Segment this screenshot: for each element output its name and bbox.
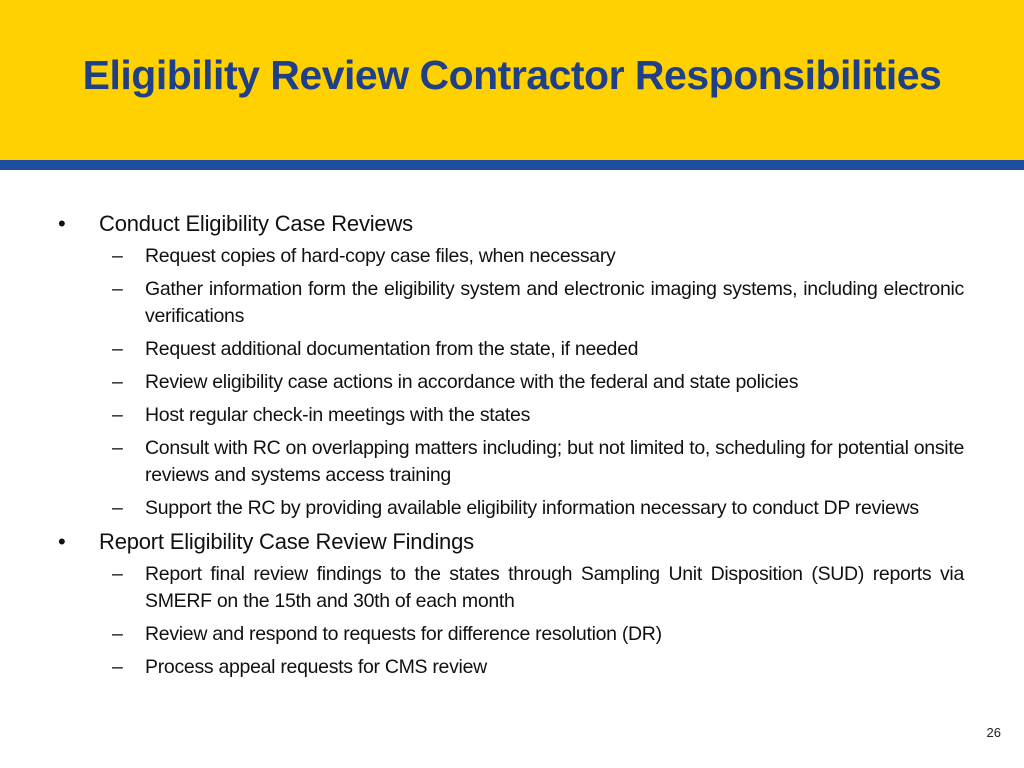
bullet-heading: Report Eligibility Case Review Findings bbox=[99, 529, 474, 554]
sub-item-text: Support the RC by providing available eligibility information necessary to conduct DP reviews bbox=[145, 497, 919, 519]
sub-item-text: Process appeal requests for CMS review bbox=[145, 656, 487, 678]
dash-icon: – bbox=[112, 497, 123, 519]
dash-icon: – bbox=[112, 278, 123, 300]
sub-item bbox=[58, 402, 964, 429]
sub-item-text: Review eligibility case actions in accordance with the federal and state policies bbox=[145, 371, 799, 393]
sub-item-text: Host regular check-in meetings with the states bbox=[145, 404, 531, 426]
dash-icon: – bbox=[112, 563, 123, 585]
dash-icon: – bbox=[112, 656, 123, 678]
sub-item bbox=[58, 561, 964, 615]
dash-icon: – bbox=[112, 404, 123, 426]
dash-icon: – bbox=[112, 437, 123, 459]
sub-item bbox=[58, 243, 964, 270]
sub-item bbox=[58, 276, 964, 330]
dash-icon: – bbox=[112, 245, 123, 267]
sub-item-text: Request copies of hard-copy case files, when necessary bbox=[145, 245, 616, 267]
sub-item bbox=[58, 654, 964, 681]
dash-icon: – bbox=[112, 338, 123, 360]
title-divider bbox=[0, 160, 1024, 170]
sub-item bbox=[58, 369, 964, 396]
sub-item-text: Consult with RC on overlapping matters including; but not limited to, scheduling for potential onsite reviews and systems access training bbox=[145, 437, 964, 486]
sub-item bbox=[58, 621, 964, 648]
dash-icon: – bbox=[112, 623, 123, 645]
sub-item-text: Report final review findings to the states through Sampling Unit Disposition (SUD) reports via SMERF on the 15th and 30th of each month bbox=[145, 563, 964, 612]
slide-body bbox=[58, 210, 964, 687]
bullet-heading: Conduct Eligibility Case Reviews bbox=[99, 211, 413, 236]
bullet-item bbox=[58, 210, 964, 237]
sub-item-text: Request additional documentation from the state, if needed bbox=[145, 338, 639, 360]
bullet-icon: • bbox=[58, 211, 66, 236]
dash-icon: – bbox=[112, 371, 123, 393]
sub-item bbox=[58, 495, 964, 522]
bullet-icon: • bbox=[58, 529, 66, 554]
sub-item-text: Gather information form the eligibility system and electronic imaging systems, including electronic verifications bbox=[145, 278, 964, 327]
sub-item bbox=[58, 435, 964, 489]
slide-title: Eligibility Review Contractor Responsibilities bbox=[82, 52, 942, 98]
sub-item bbox=[58, 336, 964, 363]
sub-item-text: Review and respond to requests for difference resolution (DR) bbox=[145, 623, 662, 645]
bullet-item bbox=[58, 528, 964, 555]
page-number: 26 bbox=[986, 725, 1001, 740]
